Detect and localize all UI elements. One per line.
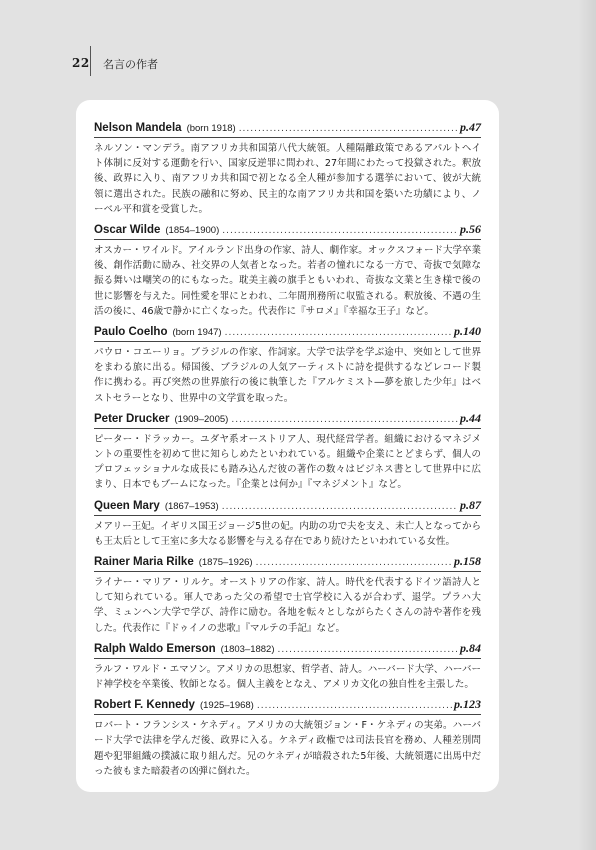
author-name: Peter Drucker [94,412,170,425]
author-bio: パウロ・コエーリョ。ブラジルの作家、作詞家。大学で法学を学ぶ途中、突如として世界をまわる旅に出る。帰国後、ブラジルの人気アーティストに詩を提供するなどレコード製作に携わる。再び突然の世界旅行の後に執筆した『アルケミスト―夢を旅した少年』はベストセラーとなり、世界中の文学賞を取った。 [94,347,481,404]
page-reference: p.140 [454,324,481,339]
author-bio: ネルソン・マンデラ。南アフリカ共和国第八代大統領。人種隔離政策であるアパルトヘイト体制に反対する運動を行い、国家反逆罪に問われ、27年間にわたって投獄された。釈放後、政界に入り、南アフリカ共和国で初となる全人種が参加する選挙において、彼が大統領に選出された。民族の融和に努め、民主的な南アフリカ共和国を築いた功績により、ノーベル平和賞を受賞した。 [94,143,481,215]
author-years: (1854–1900) [165,225,220,237]
author-heading [94,498,481,516]
author-years: (1803–1882) [220,643,275,655]
author-entry-coelho [94,324,481,406]
page-reference: p.123 [454,697,481,712]
author-heading [94,697,481,715]
page-number: 22 [72,56,90,70]
author-name: Nelson Mandela [94,122,182,134]
author-heading [94,222,481,240]
author-entry-queen-mary [94,498,481,549]
dot-leader [256,558,452,568]
page-edge-shadow [578,0,596,850]
header-divider [90,46,91,76]
author-bio: ラルフ・ワルド・エマソン。アメリカの思想家、哲学者、詩人。ハーバード大学、ハーバード神学校を卒業後、牧師となる。個人主義をとなえ、アメリカ文化の独自性を主張した。 [94,663,481,691]
author-name: Oscar Wilde [94,224,161,237]
author-years: (1925–1968) [199,700,254,712]
page-reference: p.47 [460,120,481,134]
author-heading [94,324,481,342]
author-name: Rainer Maria Rilke [94,556,194,569]
author-heading [94,554,481,572]
author-name: Paulo Coelho [94,326,168,339]
page-reference: p.84 [460,640,481,655]
author-heading [94,120,481,138]
author-bio: ライナー・マリア・リルケ。オーストリアの作家、詩人。時代を代表するドイツ語詩人として知られている。軍人であった父の希望で士官学校に入るが合わず、退学。プラハ大学、ミュンヘン大学で学び、詩作に励む。各地を転々としながらたくさんの詩や著作を残した。代表作に『ドゥイノの悲歌』『マルテの手記』など。 [94,577,481,634]
author-years: (1909–2005) [174,413,229,425]
author-entry-wilde [94,222,481,319]
page-reference: p.87 [460,497,481,512]
running-head: 名言の作者 [103,58,158,71]
author-bio: ピーター・ドラッカー。ユダヤ系オーストリア人、現代経営学者。組織におけるマネジメントの重要性を初めて世に知らしめたといわれている。組織や企業にとどまらず、個人のプロフェッショナルな成長にも踏み込んだ彼の著作の数々はビジネス書として世界中に広まり、日本でもブームになった。『企業とは何か』『マネジメント』など。 [94,433,481,491]
author-name: Ralph Waldo Emerson [94,642,216,655]
authors-card [76,100,499,792]
author-heading [94,641,481,659]
dot-leader [222,226,458,236]
author-bio: ロバート・フランシス・ケネディ。アメリカの大統領ジョン・F・ケネディの実弟。ハーバード大学で法律を学んだ後、政界に入る。ケネディ政権では司法長官を務め、人種差別問題や犯罪組織の撲滅に取り組んだ。兄のケネディが暗殺された5年後、大統領選に出馬中だった彼もまた暗殺者の凶弾に倒れた。 [94,720,481,777]
author-years: (born 1947) [172,327,222,339]
author-name: Queen Mary [94,499,160,512]
author-entry-mandela [94,120,481,217]
author-entry-rilke [94,554,481,636]
author-years: (born 1918) [186,123,236,134]
dot-leader [257,701,452,711]
dot-leader [225,328,452,338]
author-years: (1867–1953) [164,500,219,512]
author-name: Robert F. Kennedy [94,699,195,712]
dot-leader [278,645,458,655]
author-bio: メアリー王妃。イギリス国王ジョージ5世の妃。内助の功で夫を支え、未亡人となってからも王太后として王室に多大なる影響を与える存在であり続けたといわれている女性。 [94,520,481,547]
dot-leader [231,415,458,425]
author-heading [94,411,481,429]
author-entry-emerson [94,641,481,692]
page-reference: p.158 [454,554,481,569]
dot-leader [222,502,458,512]
author-entry-kennedy [94,697,481,779]
dot-leader [239,124,458,134]
author-bio: オスカー・ワイルド。アイルランド出身の作家、詩人、劇作家。オックスフォード大学卒業後、創作活動に励み、社交界の人気者となった。若者の憧れになる一方で、奇抜で気障な振る舞いは嘲笑の的にもなった。耽美主義の旗手ともいわれ、奇抜な文業と生き様で後の世に影響を与えた。同性愛を罪にとわれ、二年間刑務所に収監される。釈放後、不遇の生活の後に、46歳で静かに亡くなった。代表作に『サロメ』『幸福な王子』など。 [94,245,481,317]
author-years: (1875–1926) [198,557,253,569]
page-reference: p.44 [460,410,481,425]
page-reference: p.56 [460,222,481,237]
author-entry-drucker [94,411,481,493]
